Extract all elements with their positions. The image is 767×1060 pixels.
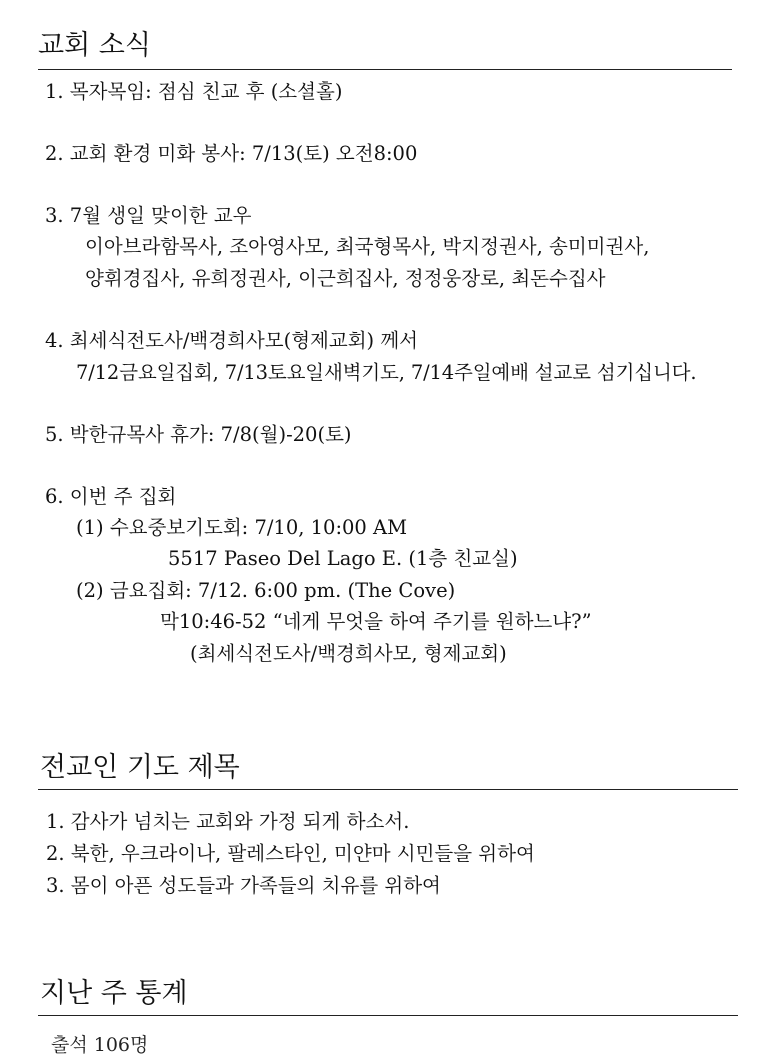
news-item-4: 4. 최세식전도사/백경희사모(형제교회) 께서 (45, 329, 419, 352)
news-item-6: 6. 이번 주 집회 (45, 485, 177, 508)
section-heading-weekly-stats: 지난 주 통계 (40, 978, 188, 1009)
section-heading-church-news: 교회 소식 (38, 30, 151, 61)
news-item-3: 3. 7월 생일 맞이한 교우 (45, 204, 252, 227)
prayer-item-3: 3. 몸이 아픈 성도들과 가족들의 치유를 위하여 (46, 874, 441, 897)
news-item-6-sub-2: (2) 금요집회: 7/12. 6:00 pm. (The Cove) (76, 579, 456, 602)
news-item-6-sub-1-location: 5517 Paseo Del Lago E. (1층 친교실) (168, 547, 518, 570)
prayer-item-2: 2. 북한, 우크라이나, 팔레스타인, 미얀마 시민들을 위하여 (46, 842, 535, 865)
heading-divider (38, 1015, 738, 1016)
news-item-3-line-2: 양휘경집사, 유희정권사, 이근희집사, 정정웅장로, 최돈수집사 (85, 267, 606, 290)
news-item-6-sub-2-speaker: (최세식전도사/백경희사모, 형제교회) (190, 642, 507, 665)
attendance-count: 출석 106명 (51, 1034, 149, 1056)
news-item-4-line-1: 7/12금요일집회, 7/13토요일새벽기도, 7/14주일예배 설교로 섬기십니다. (76, 361, 697, 384)
heading-divider (38, 789, 738, 790)
news-item-1: 1. 목자목임: 점심 친교 후 (소셜홀) (45, 80, 343, 103)
news-item-6-sub-1: (1) 수요중보기도회: 7/10, 10:00 AM (76, 516, 408, 539)
news-item-6-sub-2-scripture: 막10:46-52 “네게 무엇을 하여 주기를 원하느냐?” (160, 610, 592, 633)
news-item-3-line-1: 이아브라함목사, 조아영사모, 최국형목사, 박지정권사, 송미미권사, (85, 235, 650, 258)
section-heading-prayer-topics: 전교인 기도 제목 (40, 752, 240, 783)
heading-divider (38, 69, 732, 70)
prayer-item-1: 1. 감사가 넘치는 교회와 가정 되게 하소서. (46, 810, 410, 833)
news-item-5: 5. 박한규목사 휴가: 7/8(월)-20(토) (45, 423, 352, 446)
news-item-2: 2. 교회 환경 미화 봉사: 7/13(토) 오전8:00 (45, 142, 418, 165)
